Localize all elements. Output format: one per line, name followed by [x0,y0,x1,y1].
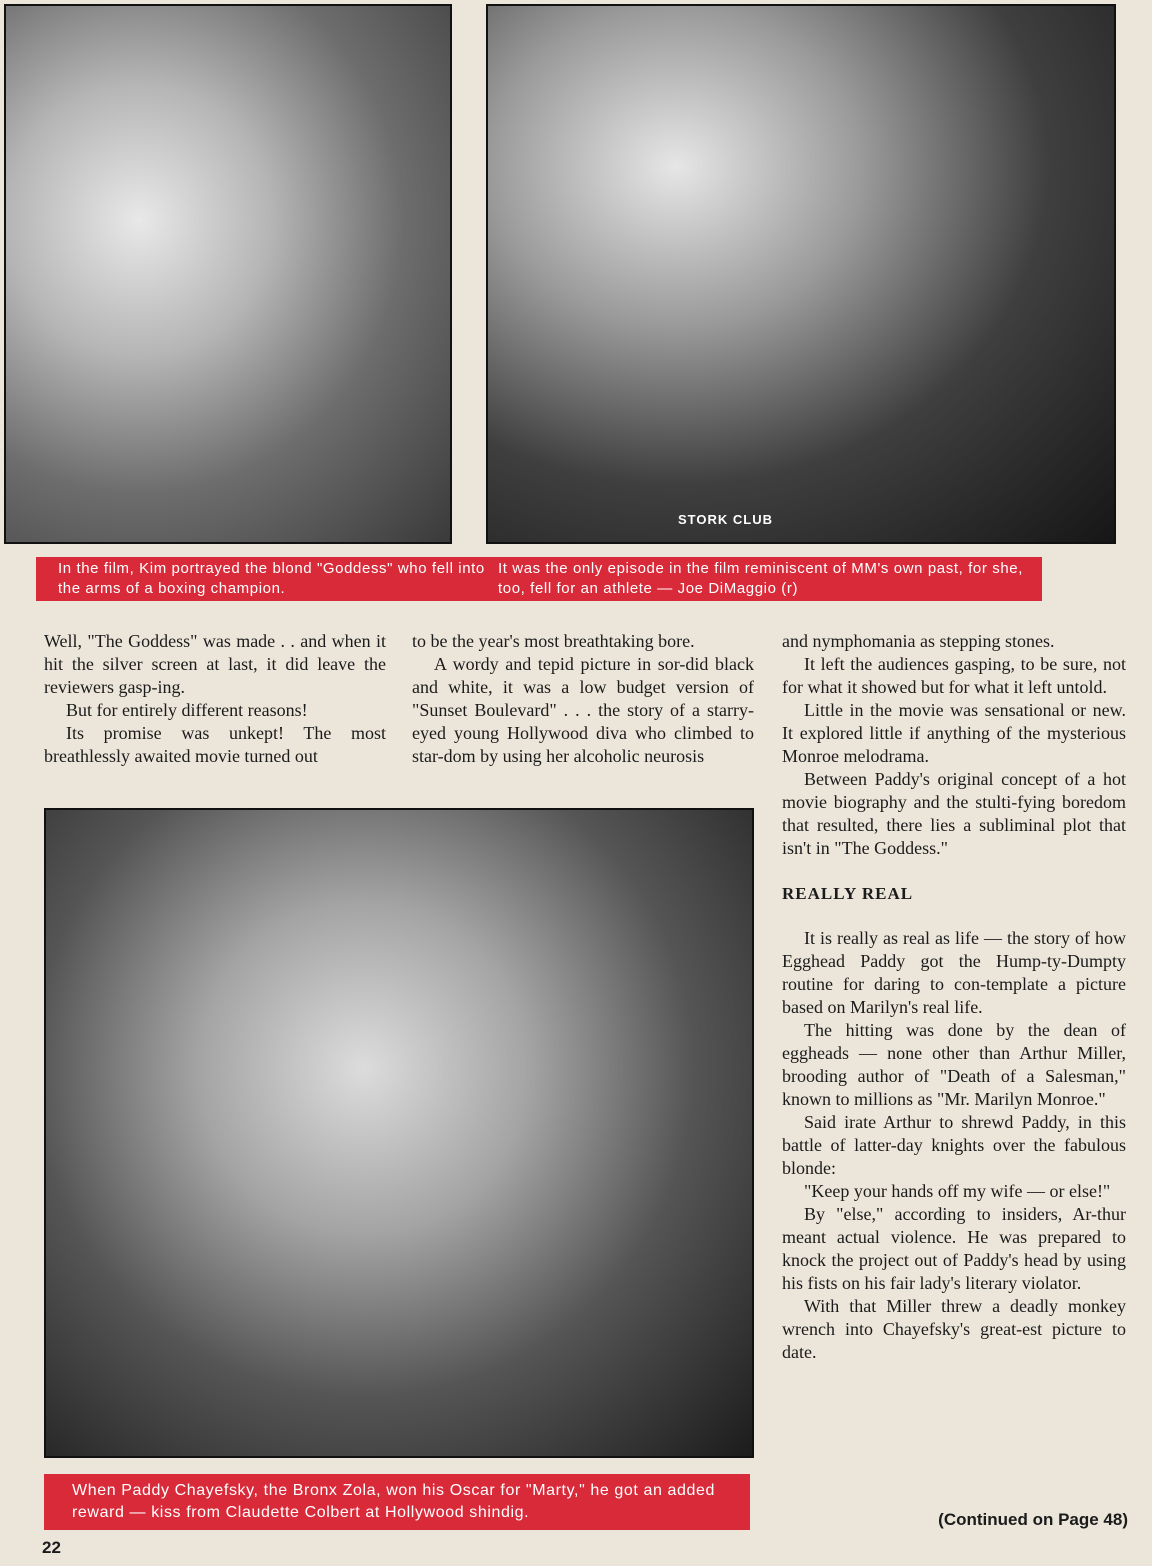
article-column-1 [44,630,386,768]
col1-paragraph: But for entirely different reasons! [66,700,308,720]
col3-paragraph: "Keep your hands off my wife — or else!" [804,1181,1111,1201]
col3-paragraph: Between Paddy's original concept of a hot movie biography and the stulti-fying boredom that resulted, there lies a subliminal plot that isn't in "The Goddess." [782,769,1126,858]
photo-goddess-film-still [4,4,452,544]
col3-paragraph: The hitting was done by the dean of eggheads — none other than Arthur Miller, brooding author of "Death of a Salesman," known to millions as "Mr. Marilyn Monroe." [782,1020,1126,1109]
col3-paragraph: With that Miller threw a deadly monkey wrench into Chayefsky's great-est picture to date. [782,1296,1126,1362]
article-column-3 [782,630,1126,1364]
col3-paragraph: Little in the movie was sensational or new. It explored little if anything of the mysterious Monroe melodrama. [782,700,1126,766]
article-column-2 [412,630,754,768]
col3-paragraph: It left the audiences gasping, to be sure, not for what it showed but for what it left untold. [782,654,1126,697]
caption-dimaggio: It was the only episode in the film reminiscent of MM's own past, for she, too, fell for an athlete — Joe DiMaggio (r) [498,560,1023,597]
photo-monroe-dimaggio [486,4,1116,544]
caption-goddess-film: In the film, Kim portrayed the blond "Goddess" who fell into the arms of a boxing champion. [58,560,485,597]
col3-paragraph: It is really as real as life — the story of how Egghead Paddy got the Hump-ty-Dumpty routine for daring to con-template a picture based on Marilyn's real life. [782,928,1126,1017]
col3-paragraph: and nymphomania as stepping stones. [782,631,1055,651]
page-number: 22 [42,1538,61,1557]
section-heading: REALLY REAL [782,884,914,903]
caption-chayefsky: When Paddy Chayefsky, the Bronx Zola, won his Oscar for "Marty," he got an added reward — kiss from Claudette Colbert at Hollywood shindig. [72,1482,716,1521]
stork-club-sign: STORK CLUB [678,512,773,527]
col2-paragraph: A wordy and tepid picture in sor-did black and white, it was a low budget version of "Sunset Boulevard" . . . the story of a starry-eyed young Hollywood diva who climbed to star-dom by using her alcoholic neurosis [412,654,754,766]
top-caption-bar [36,557,1042,601]
bottom-caption-bar [44,1474,750,1530]
photo-chayefsky-colbert [44,808,754,1458]
col1-paragraph: Well, "The Goddess" was made . . and when it hit the silver screen at last, it did leave the reviewers gasp-ing. [44,631,386,697]
col1-paragraph: Its promise was unkept! The most breathlessly awaited movie turned out [44,723,386,766]
col3-paragraph: By "else," according to insiders, Ar-thur meant actual violence. He was prepared to knock the project out of Paddy's head by using his fists on his fair lady's literary violator. [782,1204,1126,1293]
continued-note: (Continued on Page 48) [938,1510,1128,1529]
col2-paragraph: to be the year's most breathtaking bore. [412,631,695,651]
col3-paragraph: Said irate Arthur to shrewd Paddy, in this battle of latter-day knights over the fabulous blonde: [782,1112,1126,1178]
